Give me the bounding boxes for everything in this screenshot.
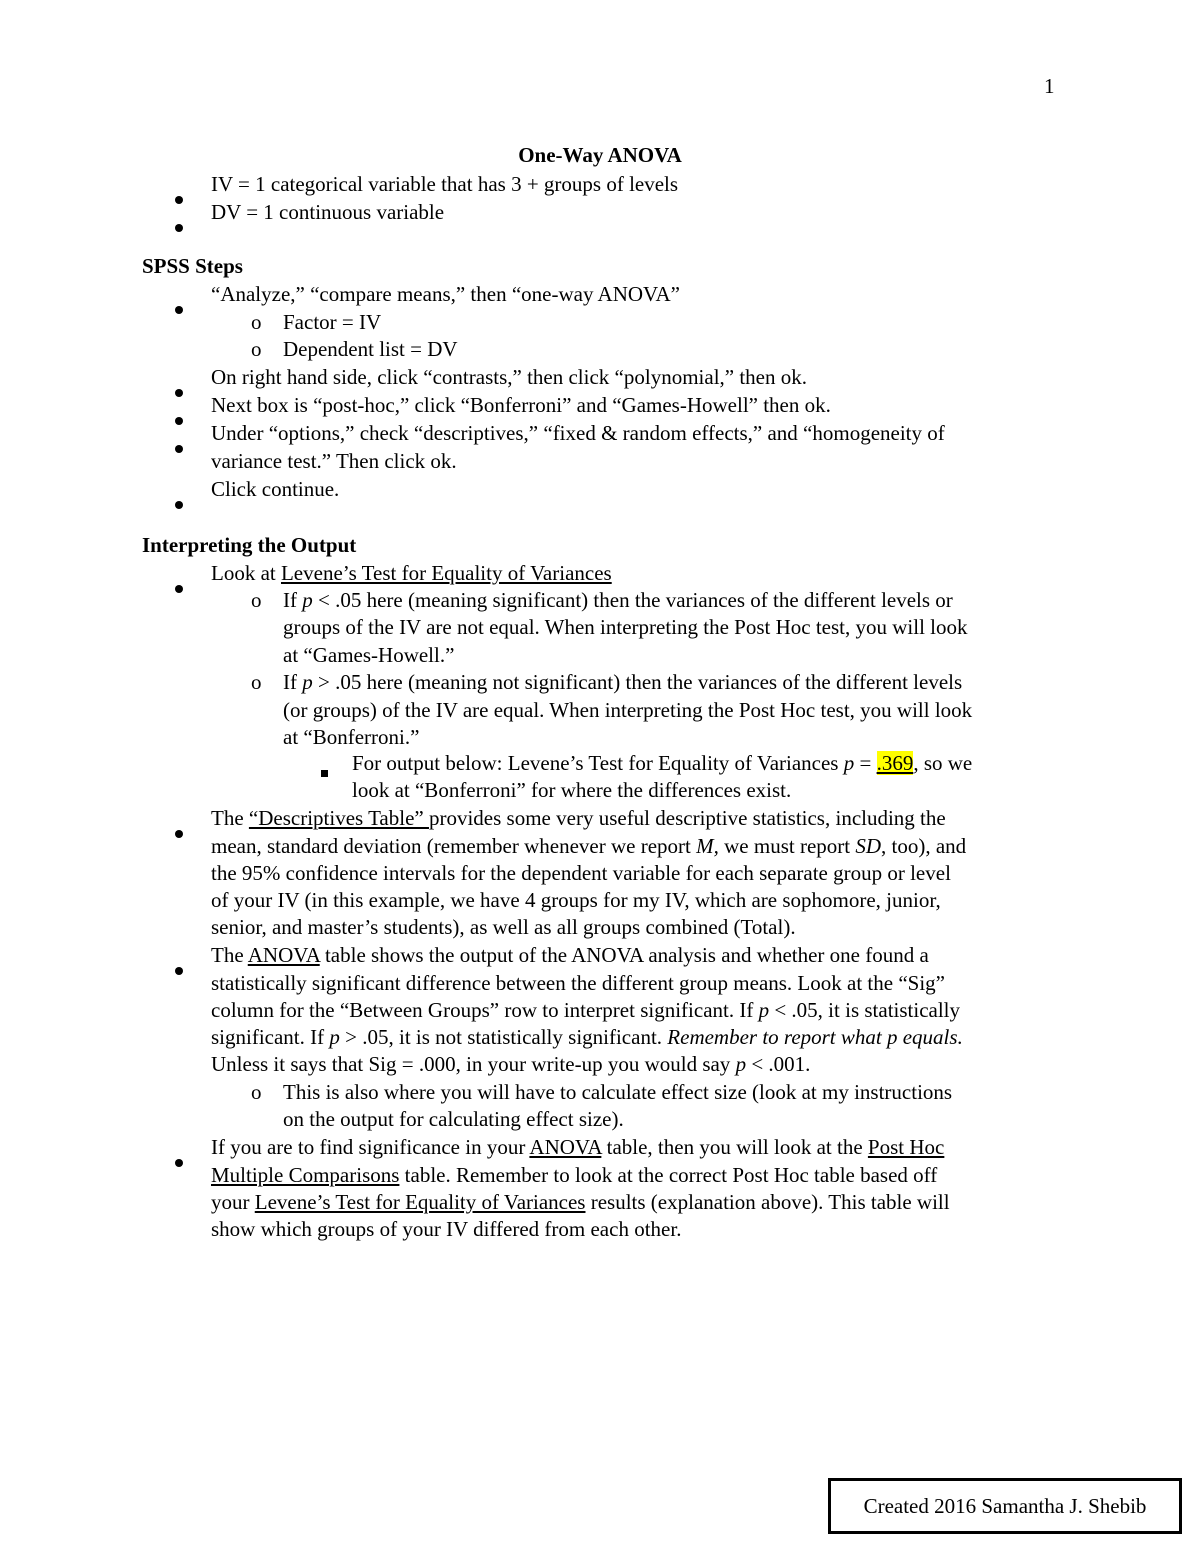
- interp-bullet-2-line4: of your IV (in this example, we have 4 groups for my IV, which are sophomore, junior,: [211, 888, 941, 912]
- interp-bullet-2-line5: senior, and master’s students), as well as all groups combined (Total).: [211, 915, 796, 939]
- interp-sub-1-line3: at “Games-Howell.”: [283, 643, 455, 667]
- interp-bullet-3-line1: The ANOVA table shows the output of the ANOVA analysis and whether one found a: [211, 943, 929, 967]
- interp-bullet-2-line3: the 95% confidence intervals for the dependent variable for each separate group or level: [211, 861, 951, 885]
- interp-bullet-3-line4: significant. If p > .05, it is not statistically significant. Remember to report what p equals.: [211, 1025, 963, 1049]
- interp-bullet-4-line3: your Levene’s Test for Equality of Variances results (explanation above). This table will: [211, 1190, 950, 1214]
- bullet-dot: [173, 956, 185, 981]
- bullet-dot: [173, 295, 185, 320]
- spss-step-5: Click continue.: [211, 477, 340, 501]
- spss-step-3: Next box is “post-hoc,” click “Bonferroni” and “Games-Howell” then ok.: [211, 393, 831, 417]
- spss-step-1: “Analyze,” “compare means,” then “one-way ANOVA”: [211, 282, 680, 306]
- bullet-dot: [173, 574, 185, 599]
- interp-bullet-3-line2: statistically significant difference between the different group means. Look at the “Sig”: [211, 971, 945, 995]
- levene-value: .369: [876, 751, 914, 775]
- spss-sub-factor: Factor = IV: [283, 310, 382, 334]
- sub-bullet-o: o: [251, 588, 262, 612]
- bullet-dot: [173, 490, 185, 515]
- sub-bullet-o: o: [251, 337, 262, 361]
- bullet-dot: [173, 434, 185, 459]
- interp-bullet-2-line2: mean, standard deviation (remember whenever we report M, we must report SD, too), and: [211, 834, 967, 858]
- bullet-square: [318, 758, 330, 783]
- interp-heading: Interpreting the Output: [142, 533, 357, 557]
- spss-heading: SPSS Steps: [142, 254, 243, 278]
- page-number: 1: [1044, 74, 1055, 98]
- spss-step-4-line2: variance test.” Then click ok.: [211, 449, 457, 473]
- interp-bullet-2-line1: The “Descriptives Table” provides some very useful descriptive statistics, including the: [211, 806, 946, 830]
- interp-subsub-line1: For output below: Levene’s Test for Equality of Variances p = .369, so we: [352, 751, 973, 775]
- bullet-dot: [173, 378, 185, 403]
- intro-dv: DV = 1 continuous variable: [211, 200, 445, 224]
- interp-sub-2-line2: (or groups) of the IV are equal. When interpreting the Post Hoc test, you will look: [283, 698, 973, 722]
- interp-sub-1-line2: groups of the IV are not equal. When interpreting the Post Hoc test, you will look: [283, 615, 968, 639]
- spss-sub-dependent: Dependent list = DV: [283, 337, 458, 361]
- bullet-dot: [173, 185, 185, 210]
- spss-step-4-line1: Under “options,” check “descriptives,” “fixed & random effects,” and “homogeneity of: [211, 421, 945, 445]
- footer-credit: Created 2016 Samantha J. Shebib: [863, 1493, 1147, 1518]
- interp-bullet-3-sub-line2: on the output for calculating effect size).: [283, 1107, 624, 1131]
- interp-sub-2-line3: at “Bonferroni.”: [283, 725, 420, 749]
- bullet-dot: [173, 213, 185, 238]
- interp-bullet-1: Look at Levene’s Test for Equality of Variances: [211, 561, 612, 585]
- bullet-dot: [173, 819, 185, 844]
- interp-bullet-3-sub-line1: This is also where you will have to calculate effect size (look at my instructions: [283, 1080, 953, 1104]
- interp-sub-2-line1: If p > .05 here (meaning not significant) then the variances of the different levels: [283, 670, 963, 694]
- interp-bullet-4-line2: Multiple Comparisons table. Remember to look at the correct Post Hoc table based off: [211, 1163, 938, 1187]
- spss-step-2: On right hand side, click “contrasts,” then click “polynomial,” then ok.: [211, 365, 807, 389]
- interp-bullet-4-line1: If you are to find significance in your ANOVA table, then you will look at the Post Hoc: [211, 1135, 945, 1159]
- sub-bullet-o: o: [251, 1080, 262, 1104]
- interp-bullet-4-line4: show which groups of your IV differed from each other.: [211, 1217, 682, 1241]
- levene-link: Levene’s Test for Equality of Variances: [280, 561, 612, 585]
- interp-bullet-3-line5: Unless it says that Sig = .000, in your write-up you would say p < .001.: [211, 1052, 811, 1076]
- interp-sub-1-line1: If p < .05 here (meaning significant) then the variances of the different levels or: [283, 588, 953, 612]
- footer-credit-box: [828, 1478, 1182, 1534]
- document-title: One-Way ANOVA: [518, 143, 682, 167]
- bullet-dot: [173, 406, 185, 431]
- bullet-dot: [173, 1148, 185, 1173]
- sub-bullet-o: o: [251, 670, 262, 694]
- sub-bullet-o: o: [251, 310, 262, 334]
- intro-iv: IV = 1 categorical variable that has 3 + groups of levels: [211, 172, 679, 196]
- interp-bullet-3-line3: column for the “Between Groups” row to interpret significant. If p < .05, it is statistically: [211, 998, 961, 1022]
- interp-subsub-line2: look at “Bonferroni” for where the differences exist.: [352, 778, 792, 802]
